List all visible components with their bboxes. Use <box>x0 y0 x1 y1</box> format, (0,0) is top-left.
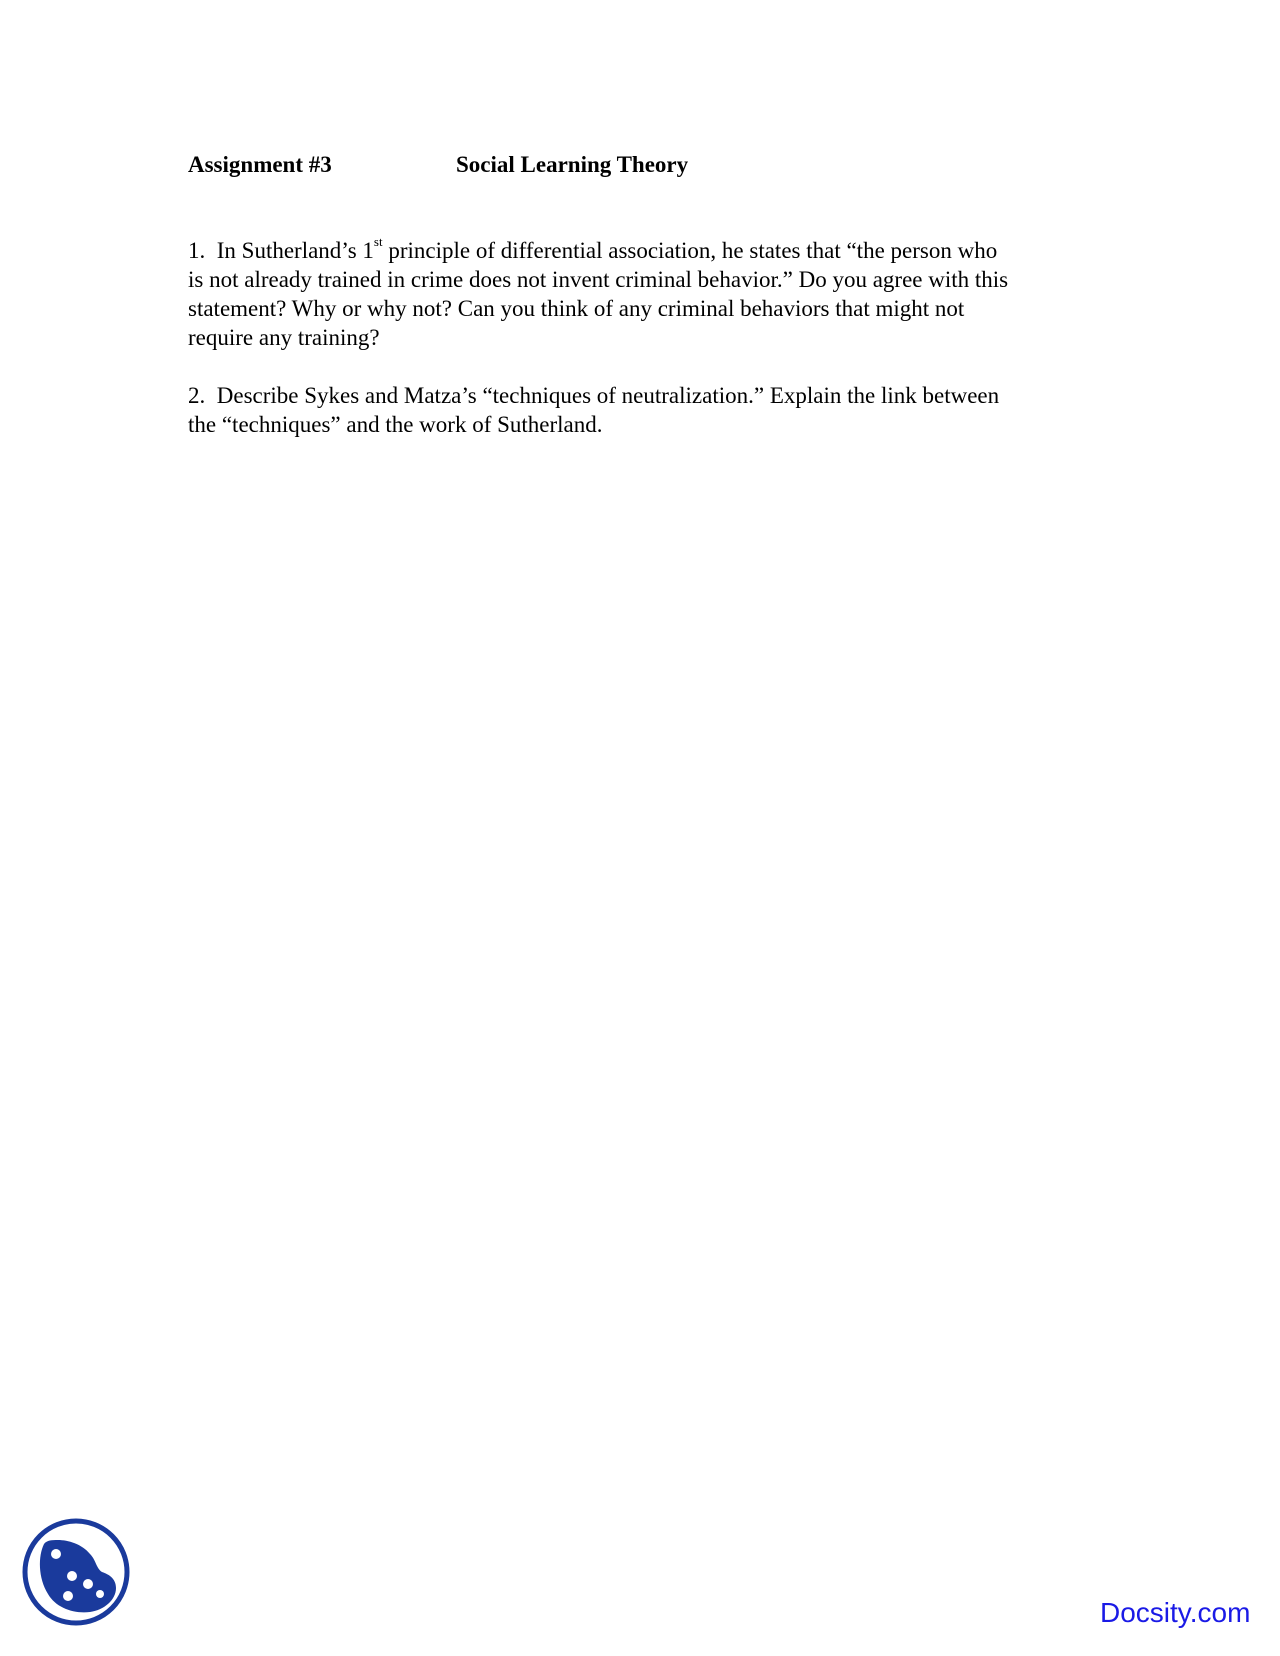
docsity-logo-graphic <box>20 1516 132 1628</box>
assignment-title: Social Learning Theory <box>456 152 689 177</box>
question-2-line-1 <box>188 381 1108 410</box>
question-1-number: 1. <box>188 238 206 263</box>
question-2-text-start: Describe Sykes and Matza’s “techniques of neutralization.” Explain the link between <box>216 383 1000 408</box>
docsity-logo-icon[interactable] <box>20 1516 132 1628</box>
question-1-line-2: is not already trained in crime does not invent criminal behavior.” Do you agree with this <box>188 267 1009 292</box>
question-1-text-rest: principle of differential association, he states that “the person who <box>382 238 998 263</box>
assignment-number: Assignment #3 <box>188 152 332 177</box>
question-1-line-4: require any training? <box>188 325 380 350</box>
question-1-text-start: In Sutherland’s 1 <box>216 238 374 263</box>
question-2-line-2: the “techniques” and the work of Sutherland. <box>188 412 603 437</box>
question-2-number: 2. <box>188 383 206 408</box>
docsity-brand-link[interactable]: Docsity.com <box>1100 1597 1251 1628</box>
ordinal-superscript: st <box>373 234 383 250</box>
question-1 <box>188 236 1108 352</box>
question-1-line-3: statement? Why or why not? Can you think of any criminal behaviors that might not <box>188 296 965 321</box>
question-2 <box>188 381 1108 439</box>
question-1-line-1 <box>188 236 1108 265</box>
